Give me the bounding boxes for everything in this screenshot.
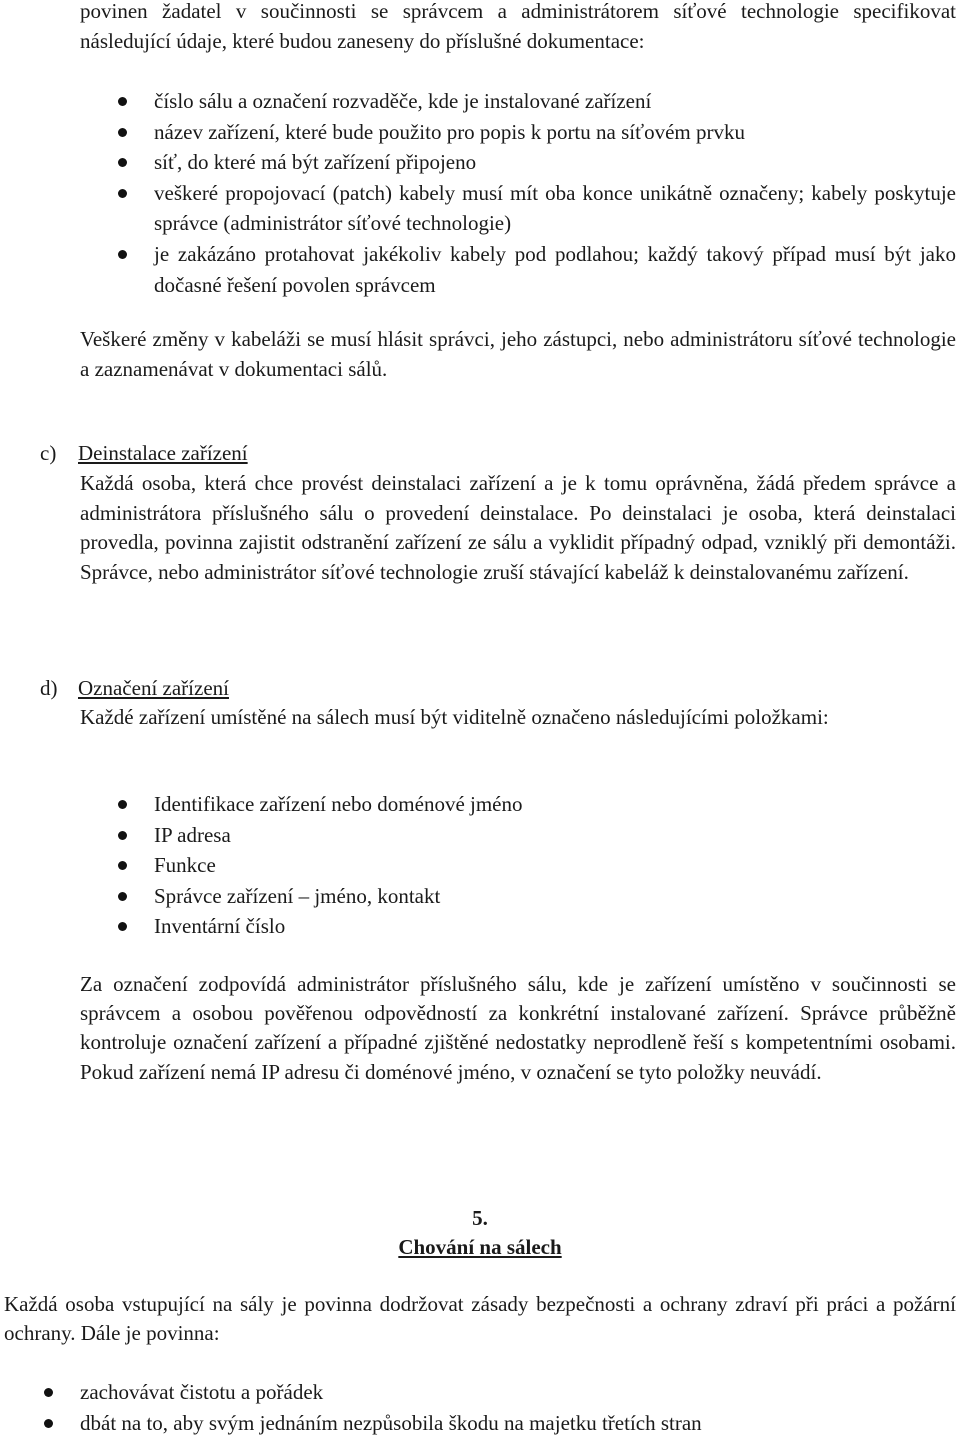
list-item: síť, do které má být zařízení připojeno <box>154 147 956 178</box>
list-item: Správce zařízení – jméno, kontakt <box>154 881 854 912</box>
labeling-items-list <box>154 789 854 942</box>
list-item: Inventární číslo <box>154 911 854 942</box>
duties-list <box>80 1377 950 1438</box>
section-c-body: Každá osoba, která chce provést deinstalaci zařízení a je k tomu oprávněna, žádá předem správce a administrátora příslušného sálu o provedení deinstalace. Po deinstalaci je osoba, která deinstalaci provedla, povinna zajistit odstranění zařízení ze sálu a vyklidit případný odpad, vzniklý při demontáži. Správce, nebo administrátor síťové technologie zruší stávající kabeláž k deinstalovanému zařízení. <box>80 471 956 584</box>
section-c-heading <box>40 438 248 468</box>
device-info-list <box>154 86 956 300</box>
list-item: Identifikace zařízení nebo doménové jméno <box>154 789 854 820</box>
list-item: IP adresa <box>154 820 854 851</box>
section-c-letter: c) <box>40 441 57 465</box>
list-item: zachovávat čistotu a pořádek <box>80 1377 950 1408</box>
section-d-letter: d) <box>40 676 58 700</box>
section-d-heading <box>40 673 229 703</box>
list-item: Funkce <box>154 850 854 881</box>
section-d-body: Každé zařízení umístěné na sálech musí být viditelně označeno následujícími položkami: <box>80 705 829 729</box>
changes-paragraph: Veškeré změny v kabeláži se musí hlásit správci, jeho zástupci, nebo administrátoru síťové technologie a zaznamenávat v dokumentaci sálů. <box>80 327 956 381</box>
list-item: je zakázáno protahovat jakékoliv kabely pod podlahou; každý takový případ musí být jako dočasné řešení povolen správcem <box>154 239 956 300</box>
list-item: číslo sálu a označení rozvaděče, kde je instalované zařízení <box>154 86 956 117</box>
section-number: 5. <box>472 1206 488 1230</box>
section-c-title: Deinstalace zařízení <box>78 441 248 465</box>
list-item: dbát na to, aby svým jednáním nezpůsobila škodu na majetku třetích stran <box>80 1408 950 1439</box>
responsibility-paragraph: Za označení zodpovídá administrátor příslušného sálu, kde je zařízení umístěno v součinnosti se správcem a osobou pověřenou odpovědností za konkrétní instalované zařízení. Správce průběžně kontroluje označení zařízení a případné zjištěné nedostatky neprodleně řeší s kompetentními osobami. Pokud zařízení nemá IP adresu či doménové jméno, v označení se tyto položky neuvádí. <box>80 972 956 1084</box>
section-5-body: Každá osoba vstupující na sály je povinna dodržovat zásady bezpečnosti a ochrany zdraví při práci a požární ochrany. Dále je povinna: <box>4 1292 956 1345</box>
section-d-title: Označení zařízení <box>78 676 229 700</box>
intro-paragraph: povinen žadatel v součinnosti se správcem a administrátorem síťové technologie specifikovat následující údaje, které budou zaneseny do příslušné dokumentace: <box>80 0 956 53</box>
list-item: název zařízení, které bude použito pro popis k portu na síťovém prvku <box>154 117 956 148</box>
list-item: veškeré propojovací (patch) kabely musí mít oba konce unikátně označeny; kabely poskytuje správce (administrátor síťové technologie) <box>154 178 956 239</box>
section-title: Chování na sálech <box>398 1235 562 1259</box>
